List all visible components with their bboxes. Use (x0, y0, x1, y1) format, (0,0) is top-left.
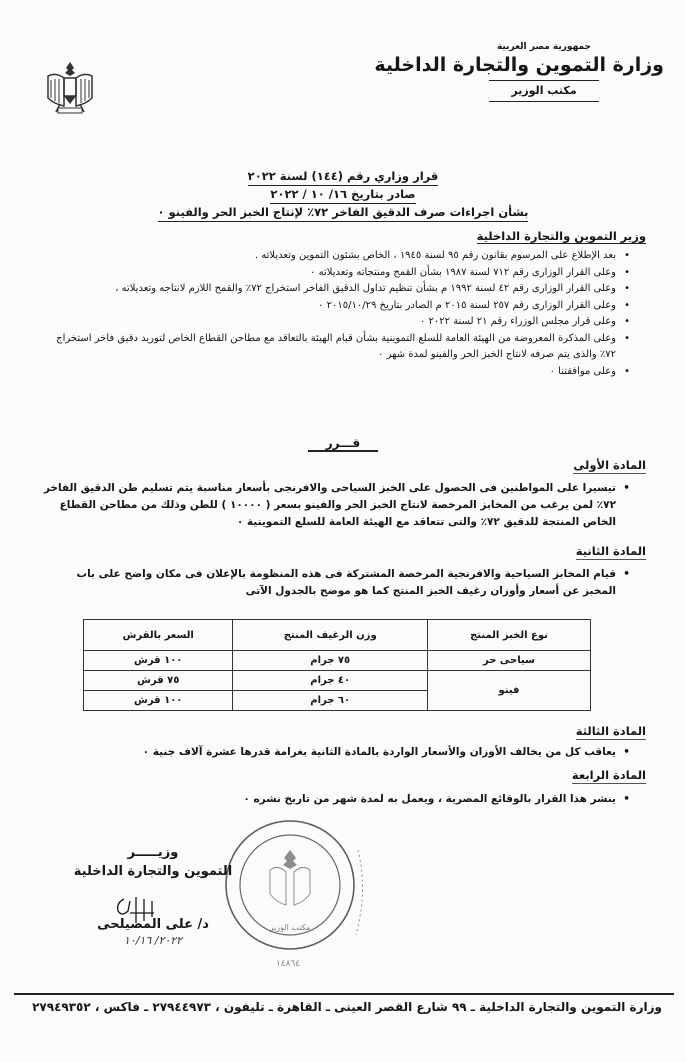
article-2-body (40, 566, 634, 600)
preamble-item: • وعلى القرار الوزارى رقم ٧١٢ لسنة ١٩٨٧ بشأن القمح ومنتجاته وتعديلاته ٠ (40, 265, 634, 282)
signer-title: وزيـــــر (127, 845, 179, 860)
preamble-item: • وعلى قرار مجلس الوزراء رقم ٢١ لسنة ٢٠٢٢ ٠ (40, 314, 634, 331)
decree-subject: بشأن اجراءات صرف الدقيق الفاخر ٧٢٪ لإنتاج الخبز الحر والفينو ٠ (158, 204, 529, 222)
header-price: السعر بالقرش (84, 620, 233, 651)
divider (489, 80, 599, 81)
article-3-text: • يعاقب كل من يخالف الأوزان والأسعار الواردة بالمادة الثانية بغرامة قدرها عشرة آلاف جنية ٠ (40, 744, 634, 761)
cell-bread-type: سياحى حر (427, 651, 590, 671)
article-2-text: • قيام المخابز السياحية والافرنجية المرخصة المشتركة فى هذه المنظومة بالإعلان فى مكان واضح على باب المخبز عن أسعار وأوزان رغيف الخبز المنتج كما هو موضح بالجدول الآتى (40, 566, 634, 600)
preamble-item: • بعد الإطلاع على المرسوم بقانون رقم ٩٥ لسنة ١٩٤٥ ، الخاص بشئون التموين وتعديلاته . (40, 248, 634, 265)
footer-divider (14, 993, 674, 995)
stamp-label: مكتب الوزير (269, 923, 311, 932)
decision-heading (0, 432, 686, 451)
cell-price: ٧٥ قرش (84, 671, 233, 691)
handwritten-signature-icon (110, 893, 170, 929)
article-1-body (40, 480, 634, 531)
cell-bread-type: فينو (427, 671, 590, 711)
divider (489, 101, 599, 102)
article-3-heading: المادة الثالثة (575, 724, 646, 738)
preamble-item: • وعلى موافقتنا ٠ (40, 364, 634, 381)
stamp-number: ١٤٨٦٤ (275, 959, 301, 969)
preamble-item: • وعلى القرار الوزارى رقم ٢٥٧ لسنة ٢٠١٥ م الصادر بتاريخ ٢٠١٥/١٠/٢٩ ٠ (40, 298, 634, 315)
header-loaf-weight: وزن الرغيف المنتج (233, 620, 428, 651)
ministry-name: وزارة التموين والتجارة الداخلية (374, 54, 664, 76)
decree-date: صادر بتاريخ ١٦/ ١٠ / ٢٠٢٢ (270, 186, 415, 204)
article-3-body (40, 744, 634, 761)
preamble-item: • وعلى المذكرة المعروضة من الهيئة العامة للسلع التموينية بشأن قيام الهيئة بالتعاقد مع مطاحن القطاع الخاص لتوريد دقيق فاخر استخراج ٧٢٪ والذى يتم صرفه لانتاج الخبز الحر والفينو لمدة شهر ٠ (40, 331, 634, 364)
cell-price: ١٠٠ قرش (84, 691, 233, 711)
cell-loaf-weight: ٦٠ جرام (233, 691, 428, 711)
cell-loaf-weight: ٤٠ جرام (233, 671, 428, 691)
preamble-list (40, 248, 634, 380)
table-header-row (84, 620, 591, 651)
footer-address: وزارة التموين والتجارة الداخلية ـ ٩٩ شارع القصر العينى ـ القاهرة ـ تليفون ، ٢٧٩٤٤٩٧٣ ـ فاكس ، ٢٧٩٤٩٣٥٢ (32, 1000, 662, 1014)
cell-price: ١٠٠ قرش (84, 651, 233, 671)
article-4-heading: المادة الرابعة (571, 768, 646, 782)
signer-name: د/ على المصيلحى (97, 917, 209, 932)
preamble-item: • وعلى القرار الوزارى رقم ٤٢ لسنة ١٩٩٢ م بشأن تنظيم تداول الدقيق الفاخر استخراج ٧٢٪ والقمح اللازم لانتاجه وتعديلاته ، (40, 281, 634, 298)
office-name: مكتب الوزير (511, 84, 577, 97)
article-4-text: • ينشر هذا القرار بالوقائع المصرية ، ويعمل به لمدة شهر من تاريخ نشره ٠ (40, 791, 634, 808)
decree-number: قرار وزاري رقم (١٤٤) لسنة ٢٠٢٢ (248, 168, 439, 186)
article-4-body (40, 791, 634, 808)
minister-heading: وزير التموين والتجارة الداخلية (476, 229, 646, 243)
article-2-heading: المادة الثانية (575, 544, 646, 558)
egypt-eagle-emblem-icon (42, 58, 98, 124)
signature-date: ٢٠٢٢/ ١٠/١٦ (123, 934, 183, 947)
signer-ministry: التموين والتجارة الداخلية (73, 864, 233, 879)
header-bread-type: نوع الخبز المنتج (427, 620, 590, 651)
letterhead (374, 42, 664, 102)
article-1-text: • تيسيرا على المواطنين فى الحصول على الخبز السياحى والافرنجى بأسعار مناسبة يتم تسليم طن الدقيق الفاخر ٧٢٪ لمن يرغب من المخابز المرخصة لانتاج الخبز الحر والفينو بسعر ( ١٠٠٠٠ ) للطن وذلك من مطاحن القطاع الخاص المنتجة للدقيق ٧٢٪ والتى تتعاقد مع الهيئة العامة للسلع التموينية ٠ (40, 480, 634, 531)
table-row (84, 671, 591, 691)
decree-title (0, 168, 686, 222)
decision-word: قـــرر (308, 436, 379, 452)
cell-loaf-weight: ٧٥ جرام (233, 651, 428, 671)
article-1-heading: المادة الأولى (573, 458, 646, 472)
table-row (84, 651, 591, 671)
bread-price-table (83, 619, 591, 711)
republic-name: جمهورية مصر العربية (496, 42, 592, 52)
